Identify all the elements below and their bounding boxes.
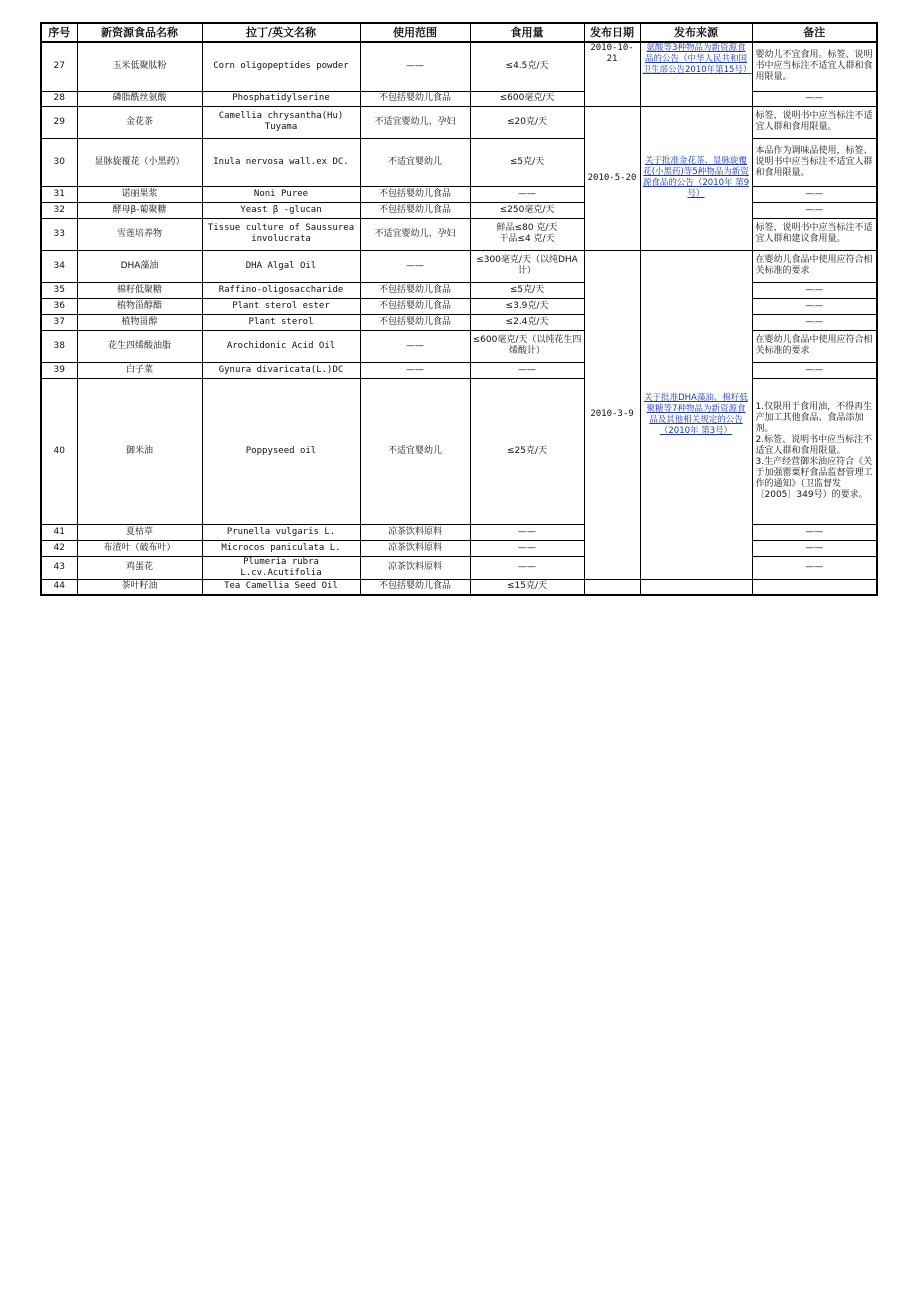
row-name: 茶叶籽油 xyxy=(77,579,202,595)
row-dose: ≤600毫克/天 xyxy=(470,91,584,106)
row-scope: 不适宜婴幼儿、孕妇 xyxy=(360,106,470,138)
table-row xyxy=(41,91,877,106)
row-latin: Camellia chrysantha(Hu) Tuyama xyxy=(202,106,360,138)
row-name: DHA藻油 xyxy=(77,250,202,282)
header-source: 发布来源 xyxy=(640,23,752,42)
group1-source-cell xyxy=(640,42,752,106)
row-latin: Plumeria rubra L.cv.Acutifolia xyxy=(202,556,360,579)
note-item-3: 3.生产经营御米油应符合《关于加强罂粟籽食品监督管理工作的通知》（卫监督发〔2005〕349号）的要求。 xyxy=(755,456,873,500)
row-latin: Plant sterol xyxy=(202,314,360,330)
header-dose: 食用量 xyxy=(470,23,584,42)
row-scope: 凉茶饮料原料 xyxy=(360,556,470,579)
row-note: —— xyxy=(752,556,877,579)
row-note xyxy=(752,579,877,595)
group3-date: 2010-3-9 xyxy=(584,250,640,579)
row-latin: Gynura divaricata(L.)DC xyxy=(202,362,360,378)
row-note: 在婴幼儿食品中使用应符合相关标准的要求 xyxy=(752,250,877,282)
row-name: 夏枯草 xyxy=(77,524,202,540)
row-name: 白子菜 xyxy=(77,362,202,378)
row-scope: 不包括婴幼儿食品 xyxy=(360,579,470,595)
table-row xyxy=(41,298,877,314)
table-row xyxy=(41,218,877,250)
row-dose: ≤25克/天 xyxy=(470,378,584,524)
row-scope: 不适宜婴幼儿 xyxy=(360,138,470,186)
row-latin: Plant sterol ester xyxy=(202,298,360,314)
row-dose: ≤600毫克/天（以纯花生四烯酸计） xyxy=(470,330,584,362)
row-name: 布渣叶（破布叶） xyxy=(77,540,202,556)
row-dose: ≤4.5克/天 xyxy=(470,42,584,91)
header-date: 发布日期 xyxy=(584,23,640,42)
row-no: 40 xyxy=(41,378,77,524)
row-dose: ≤20克/天 xyxy=(470,106,584,138)
row-scope: 不包括婴幼儿食品 xyxy=(360,298,470,314)
group2-source-cell xyxy=(640,106,752,250)
row-no: 39 xyxy=(41,362,77,378)
header-name: 新资源食品名称 xyxy=(77,23,202,42)
row-dose: ≤2.4克/天 xyxy=(470,314,584,330)
row-dose: —— xyxy=(470,362,584,378)
row-note: —— xyxy=(752,362,877,378)
row-latin: Noni Puree xyxy=(202,186,360,202)
row-scope: —— xyxy=(360,42,470,91)
group3-source-cell xyxy=(640,250,752,579)
table-row xyxy=(41,362,877,378)
row-latin: Arochidonic Acid Oil xyxy=(202,330,360,362)
row-latin: Phosphatidylserine xyxy=(202,91,360,106)
row-scope: 不包括婴幼儿食品 xyxy=(360,202,470,218)
table-row xyxy=(41,524,877,540)
row-name: 显脉旋覆花（小黑药） xyxy=(77,138,202,186)
table-row xyxy=(41,186,877,202)
row-no: 28 xyxy=(41,91,77,106)
row-no: 33 xyxy=(41,218,77,250)
row-dose: —— xyxy=(470,186,584,202)
table-row xyxy=(41,282,877,298)
row-no: 34 xyxy=(41,250,77,282)
row-name: 酵母β-葡聚糖 xyxy=(77,202,202,218)
row-name: 御米油 xyxy=(77,378,202,524)
row-dose: ≤250毫克/天 xyxy=(470,202,584,218)
row-scope: 不包括婴幼儿食品 xyxy=(360,282,470,298)
row-no: 41 xyxy=(41,524,77,540)
header-note: 备注 xyxy=(752,23,877,42)
table-row xyxy=(41,202,877,218)
row-note: —— xyxy=(752,298,877,314)
header-no: 序号 xyxy=(41,23,77,42)
row-no: 38 xyxy=(41,330,77,362)
row-latin: Tea Camellia Seed Oil xyxy=(202,579,360,595)
row-dose xyxy=(470,218,584,250)
row-latin: Microcos paniculata L. xyxy=(202,540,360,556)
table-row xyxy=(41,579,877,595)
row-dose: —— xyxy=(470,524,584,540)
row-note: —— xyxy=(752,186,877,202)
row-scope: 不包括婴幼儿食品 xyxy=(360,186,470,202)
row-scope: —— xyxy=(360,330,470,362)
row-dose: ≤3.9克/天 xyxy=(470,298,584,314)
group2-source-link[interactable]: 关于批准金花茶、显脉旋覆花(小黑药)等5种物品为新资源食品的公告（2010年 第9号） xyxy=(642,156,750,199)
row-date xyxy=(584,579,640,595)
row-latin: Prunella vulgaris L. xyxy=(202,524,360,540)
dose-fresh: 鲜品≤80 克/天 xyxy=(496,223,558,233)
row-name: 玉米低聚肽粉 xyxy=(77,42,202,91)
row-note: —— xyxy=(752,314,877,330)
row-note: 婴幼儿不宜食用。标签、说明书中应当标注不适宜人群和食用限量。 xyxy=(752,42,877,91)
table-row xyxy=(41,540,877,556)
row-scope: 凉茶饮料原料 xyxy=(360,524,470,540)
group1-date: 2010-10-21 xyxy=(584,42,640,106)
row-source xyxy=(640,579,752,595)
row-name: 金花茶 xyxy=(77,106,202,138)
row-name: 磷脂酰丝氨酸 xyxy=(77,91,202,106)
table-row xyxy=(41,556,877,579)
table-row xyxy=(41,106,877,138)
row-no: 36 xyxy=(41,298,77,314)
row-note: —— xyxy=(752,540,877,556)
row-name: 棉籽低聚糖 xyxy=(77,282,202,298)
row-note: 本品作为调味品使用，标签、说明书中应当标注不适宜人群和食用限量。 xyxy=(752,138,877,186)
row-name: 植物甾醇酯 xyxy=(77,298,202,314)
table-row xyxy=(41,42,877,91)
row-dose: ≤5克/天 xyxy=(470,282,584,298)
row-no: 32 xyxy=(41,202,77,218)
row-name: 植物甾醇 xyxy=(77,314,202,330)
row-dose: ≤15克/天 xyxy=(470,579,584,595)
row-scope: 凉茶饮料原料 xyxy=(360,540,470,556)
note-item-2: 2.标签、说明书中应当标注不适宜人群和食用限量。 xyxy=(755,434,873,456)
row-scope: 不适宜婴幼儿、孕妇 xyxy=(360,218,470,250)
row-scope: 不包括婴幼儿食品 xyxy=(360,91,470,106)
row-dose: —— xyxy=(470,540,584,556)
table-row xyxy=(41,330,877,362)
row-scope: —— xyxy=(360,250,470,282)
row-no: 27 xyxy=(41,42,77,91)
row-dose: —— xyxy=(470,556,584,579)
row-no: 31 xyxy=(41,186,77,202)
row-note: —— xyxy=(752,91,877,106)
row-note: —— xyxy=(752,202,877,218)
row-latin: Yeast β -glucan xyxy=(202,202,360,218)
note-item-1: 1.仅限用于食用油，不得再生产加工其他食品、食品添加剂。 xyxy=(755,401,873,434)
row-note xyxy=(752,378,877,524)
row-latin: Raffino-oligosaccharide xyxy=(202,282,360,298)
header-latin: 拉丁/英文名称 xyxy=(202,23,360,42)
row-name: 鸡蛋花 xyxy=(77,556,202,579)
row-scope: —— xyxy=(360,362,470,378)
table-row xyxy=(41,250,877,282)
row-dose: ≤300毫克/天（以纯DHA计） xyxy=(470,250,584,282)
row-name: 雪莲培养物 xyxy=(77,218,202,250)
header-row xyxy=(41,23,877,42)
group2-date: 2010-5-20 xyxy=(584,106,640,250)
row-no: 35 xyxy=(41,282,77,298)
table-row xyxy=(41,378,877,524)
row-latin: Tissue culture of Saussurea involucrata xyxy=(202,218,360,250)
row-no: 37 xyxy=(41,314,77,330)
row-scope: 不适宜婴幼儿 xyxy=(360,378,470,524)
row-latin: Inula nervosa wall.ex DC. xyxy=(202,138,360,186)
group3-source-link[interactable]: 关于批准DHA藻油、棉籽低聚糖等7种物品为新资源食品及其他相关规定的公告（2010年 第3号） xyxy=(644,392,748,436)
row-latin: DHA Algal Oil xyxy=(202,250,360,282)
new-resource-food-table xyxy=(40,22,878,596)
row-name: 诺丽果浆 xyxy=(77,186,202,202)
row-note: 标签、说明书中应当标注不适宜人群和建议食用量。 xyxy=(752,218,877,250)
row-dose: ≤5克/天 xyxy=(470,138,584,186)
row-name: 花生四烯酸油脂 xyxy=(77,330,202,362)
row-no: 43 xyxy=(41,556,77,579)
row-note: —— xyxy=(752,282,877,298)
header-scope: 使用范围 xyxy=(360,23,470,42)
table-row xyxy=(41,314,877,330)
group1-source-link[interactable]: 氨酸等3种物品为新资源食品的公告（中华人民共和国卫生部公告2010年第15号） xyxy=(642,43,752,75)
row-no: 44 xyxy=(41,579,77,595)
row-no: 29 xyxy=(41,106,77,138)
row-no: 30 xyxy=(41,138,77,186)
row-latin: Poppyseed oil xyxy=(202,378,360,524)
row-note: 在婴幼儿食品中使用应符合相关标准的要求 xyxy=(752,330,877,362)
row-note: 标签、说明书中应当标注不适宜人群和食用限量。 xyxy=(752,106,877,138)
row-scope: 不包括婴幼儿食品 xyxy=(360,314,470,330)
table-row xyxy=(41,138,877,186)
row-note: —— xyxy=(752,524,877,540)
row-latin: Corn oligopeptides powder xyxy=(202,42,360,91)
dose-dry: 干品≤4 克/天 xyxy=(499,234,555,244)
row-no: 42 xyxy=(41,540,77,556)
